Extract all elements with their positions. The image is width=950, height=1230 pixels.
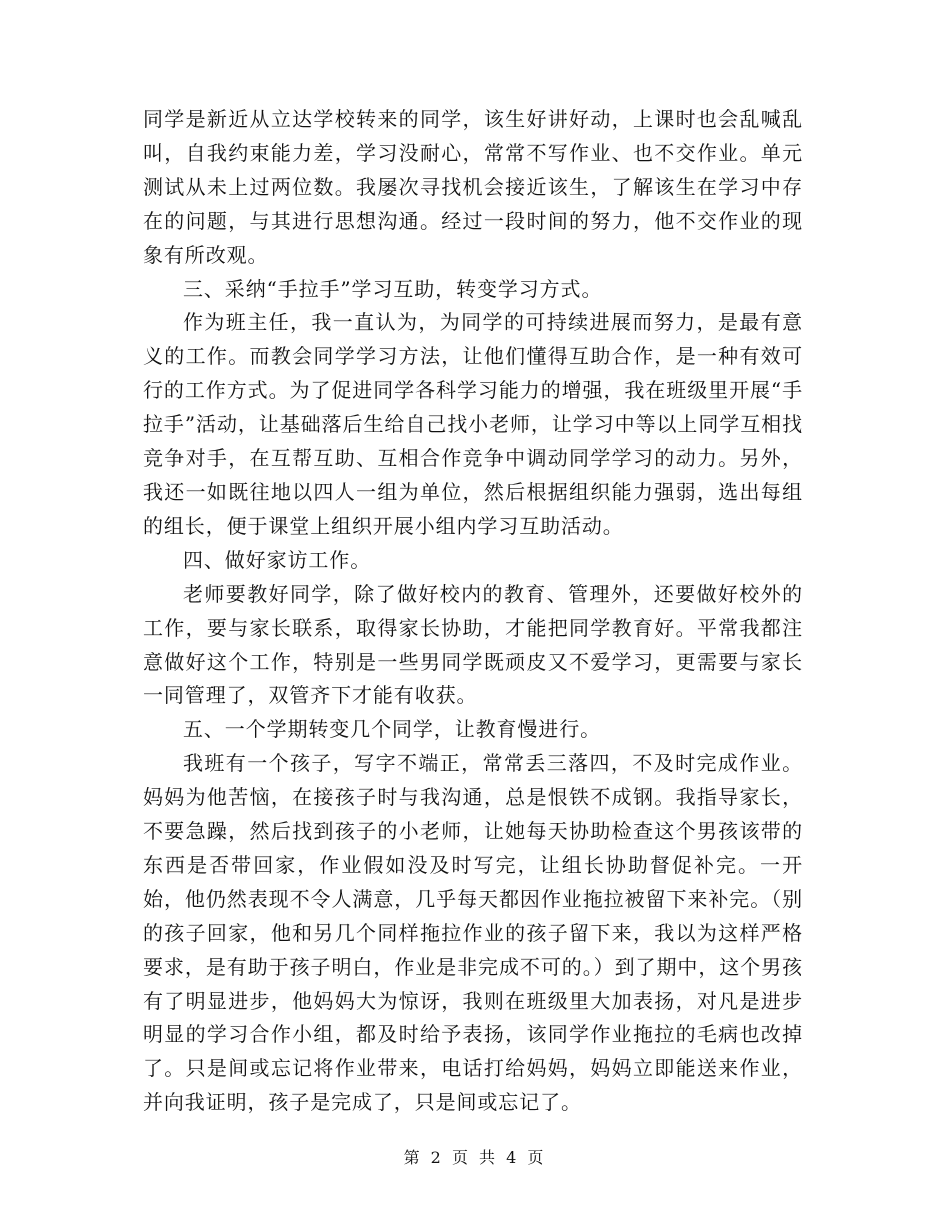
paragraph-home-visits: 老师要教好同学，除了做好校内的教育、管理外，还要做好校外的工作，要与家长联系，取得家长协助，才能把同学教育好。平常我都注意做好这个工作，特别是一些男同学既顽皮又不爱学习，更需要与家长一同管理了，双管齐下才能有收获。 bbox=[143, 581, 803, 708]
paragraph-child-case: 我班有一个孩子，写字不端正，常常丢三落四，不及时完成作业。妈妈为他苦恼，在接孩子时与我沟通，总是恨铁不成钢。我指导家长，不要急躁，然后找到孩子的小老师，让她每天协助检查这个男孩该带的东西是否带回家，作业假如没及时写完，让组长协助督促补完。一开始，他仍然表现不令人满意，几乎每天都因作业拖拉被留下来补完。（别的孩子回家，他和另几个同样拖拉作业的孩子留下来，我以为这样严格要求，是有助于孩子明白，作业是非完成不可的。）到了期中，这个男孩有了明显进步，他妈妈大为惊讶，我则在班级里大加表扬，对凡是进步明显的学习合作小组，都及时给予表扬，该同学作业拖拉的毛病也改掉了。只是间或忘记将作业带来，电话打给妈妈，妈妈立即能送来作业，并向我证明，孩子是完成了，只是间或忘记了。 bbox=[143, 751, 803, 1115]
paragraph-hand-in-hand: 作为班主任，我一直认为，为同学的可持续进展而努力，是最有意义的工作。而教会同学学习方法，让他们懂得互助合作，是一种有效可行的工作方式。为了促进同学各科学习能力的增强，我在班级里开展“手拉手”活动，让基础落后生给自己找小老师，让学习中等以上同学互相找竞争对手，在互帮互助、互相合作竞争中调动同学学习的动力。另外，我还一如既往地以四人一组为单位，然后根据组织能力强弱，选出每组的组长，便于课堂上组织开展小组内学习互助活动。 bbox=[143, 310, 803, 538]
page-footer: 第 2 页 共 4 页 bbox=[403, 1148, 547, 1167]
section-heading-5: 五、一个学期转变几个同学，让教育慢进行。 bbox=[183, 717, 601, 742]
paragraph-transfer-student: 同学是新近从立达学校转来的同学，该生好讲好动，上课时也会乱喊乱叫，自我约束能力差，学习没耐心，常常不写作业、也不交作业。单元测试从未上过两位数。我屡次寻找机会接近该生，了解该生在学习中存在的问题，与其进行思想沟通。经过一段时间的努力，他不交作业的现象有所改观。 bbox=[143, 107, 803, 267]
document-body bbox=[143, 103, 803, 1120]
section-heading-3: 三、采纳“手拉手”学习互助，转变学习方式。 bbox=[183, 276, 603, 301]
section-heading-4: 四、做好家访工作。 bbox=[183, 547, 372, 572]
